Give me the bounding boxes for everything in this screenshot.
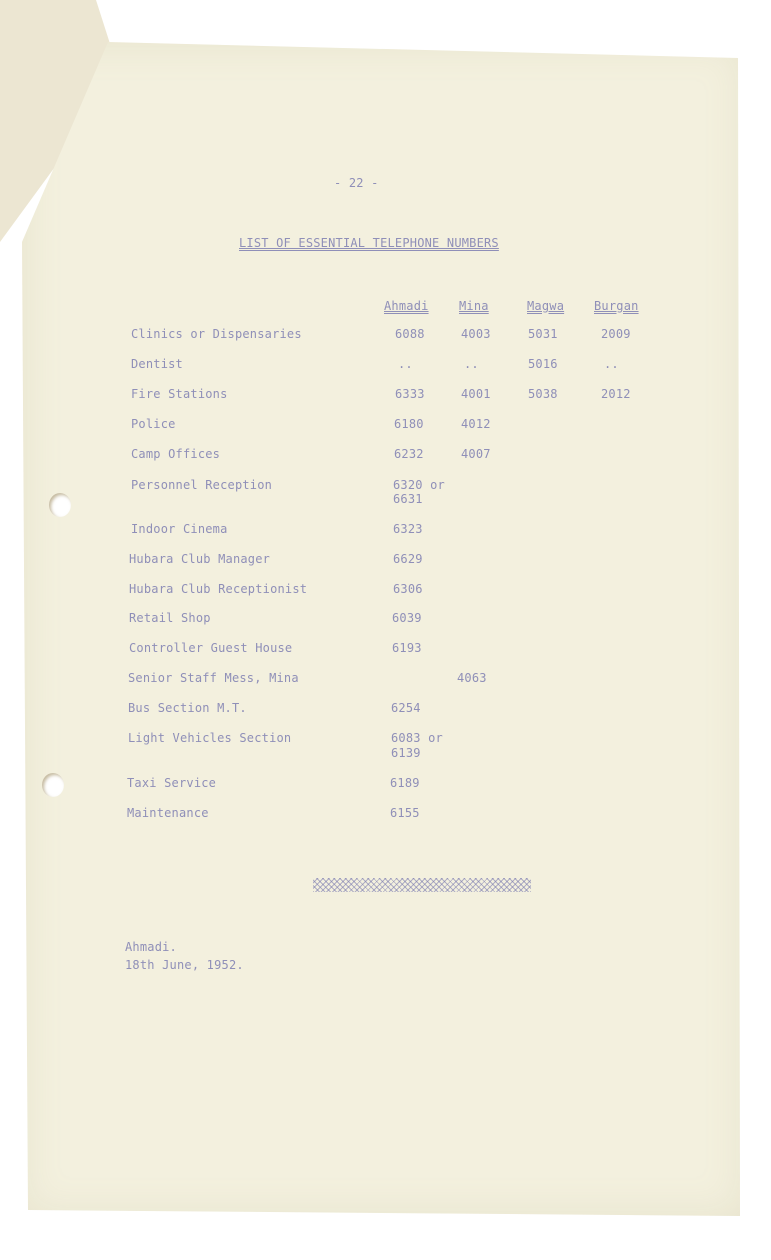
- row-label: Personnel Reception: [131, 478, 273, 492]
- column-header-burgan: Burgan: [594, 299, 639, 313]
- row-label: Maintenance: [127, 806, 209, 820]
- mina-number: 4012: [461, 417, 491, 431]
- ahmadi-number: 6193: [392, 641, 422, 655]
- ahmadi-number: 6232: [394, 447, 424, 461]
- magwa-number: 5016: [528, 357, 558, 371]
- punch-hole-bottom: [42, 773, 64, 797]
- row-label: Indoor Cinema: [131, 522, 228, 536]
- decorative-divider: [313, 878, 531, 892]
- row-label: Camp Offices: [131, 447, 221, 461]
- mina-number: ..: [464, 357, 479, 371]
- place-line: Ahmadi.: [125, 940, 177, 954]
- ahmadi-number: 6088: [395, 327, 425, 341]
- ahmadi-number: 6323: [393, 522, 423, 536]
- row-label: Police: [131, 417, 176, 431]
- ahmadi-number-alt: 6631: [393, 492, 423, 506]
- mina-number: 4007: [461, 447, 491, 461]
- punch-hole-top: [49, 493, 71, 517]
- row-label: Clinics or Dispensaries: [131, 327, 302, 341]
- row-label: Controller Guest House: [129, 641, 293, 655]
- ahmadi-number: 6320 or: [393, 478, 445, 492]
- row-label: Hubara Club Receptionist: [129, 582, 308, 596]
- column-header-mina: Mina: [459, 299, 489, 313]
- mina-number: 4063: [457, 671, 487, 685]
- burgan-number: ..: [604, 357, 619, 371]
- magwa-number: 5038: [528, 387, 558, 401]
- ahmadi-number: 6155: [390, 806, 420, 820]
- burgan-number: 2012: [601, 387, 631, 401]
- ahmadi-number-alt: 6139: [391, 746, 421, 760]
- row-label: Bus Section M.T.: [128, 701, 247, 715]
- ahmadi-number: 6189: [390, 776, 420, 790]
- mina-number: 4003: [461, 327, 491, 341]
- ahmadi-number: 6083 or: [391, 731, 443, 745]
- ahmadi-number: 6306: [393, 582, 423, 596]
- row-label: Fire Stations: [131, 387, 228, 401]
- column-header-magwa: Magwa: [527, 299, 565, 313]
- page-number: - 22 -: [334, 176, 379, 190]
- ahmadi-number: 6333: [395, 387, 425, 401]
- burgan-number: 2009: [601, 327, 631, 341]
- column-header-ahmadi: Ahmadi: [384, 299, 429, 313]
- document-page: [22, 42, 744, 1216]
- date-line: 18th June, 1952.: [125, 958, 244, 972]
- row-label: Taxi Service: [127, 776, 217, 790]
- ahmadi-number: ..: [398, 357, 413, 371]
- row-label: Dentist: [131, 357, 183, 371]
- row-label: Hubara Club Manager: [129, 552, 271, 566]
- mina-number: 4001: [461, 387, 491, 401]
- row-label: Senior Staff Mess, Mina: [128, 671, 299, 685]
- row-label: Retail Shop: [129, 611, 211, 625]
- ahmadi-number: 6629: [393, 552, 423, 566]
- document-title: LIST OF ESSENTIAL TELEPHONE NUMBERS: [239, 236, 499, 250]
- ahmadi-number: 6039: [392, 611, 422, 625]
- ahmadi-number: 6180: [394, 417, 424, 431]
- ahmadi-number: 6254: [391, 701, 421, 715]
- row-label: Light Vehicles Section: [128, 731, 292, 745]
- magwa-number: 5031: [528, 327, 558, 341]
